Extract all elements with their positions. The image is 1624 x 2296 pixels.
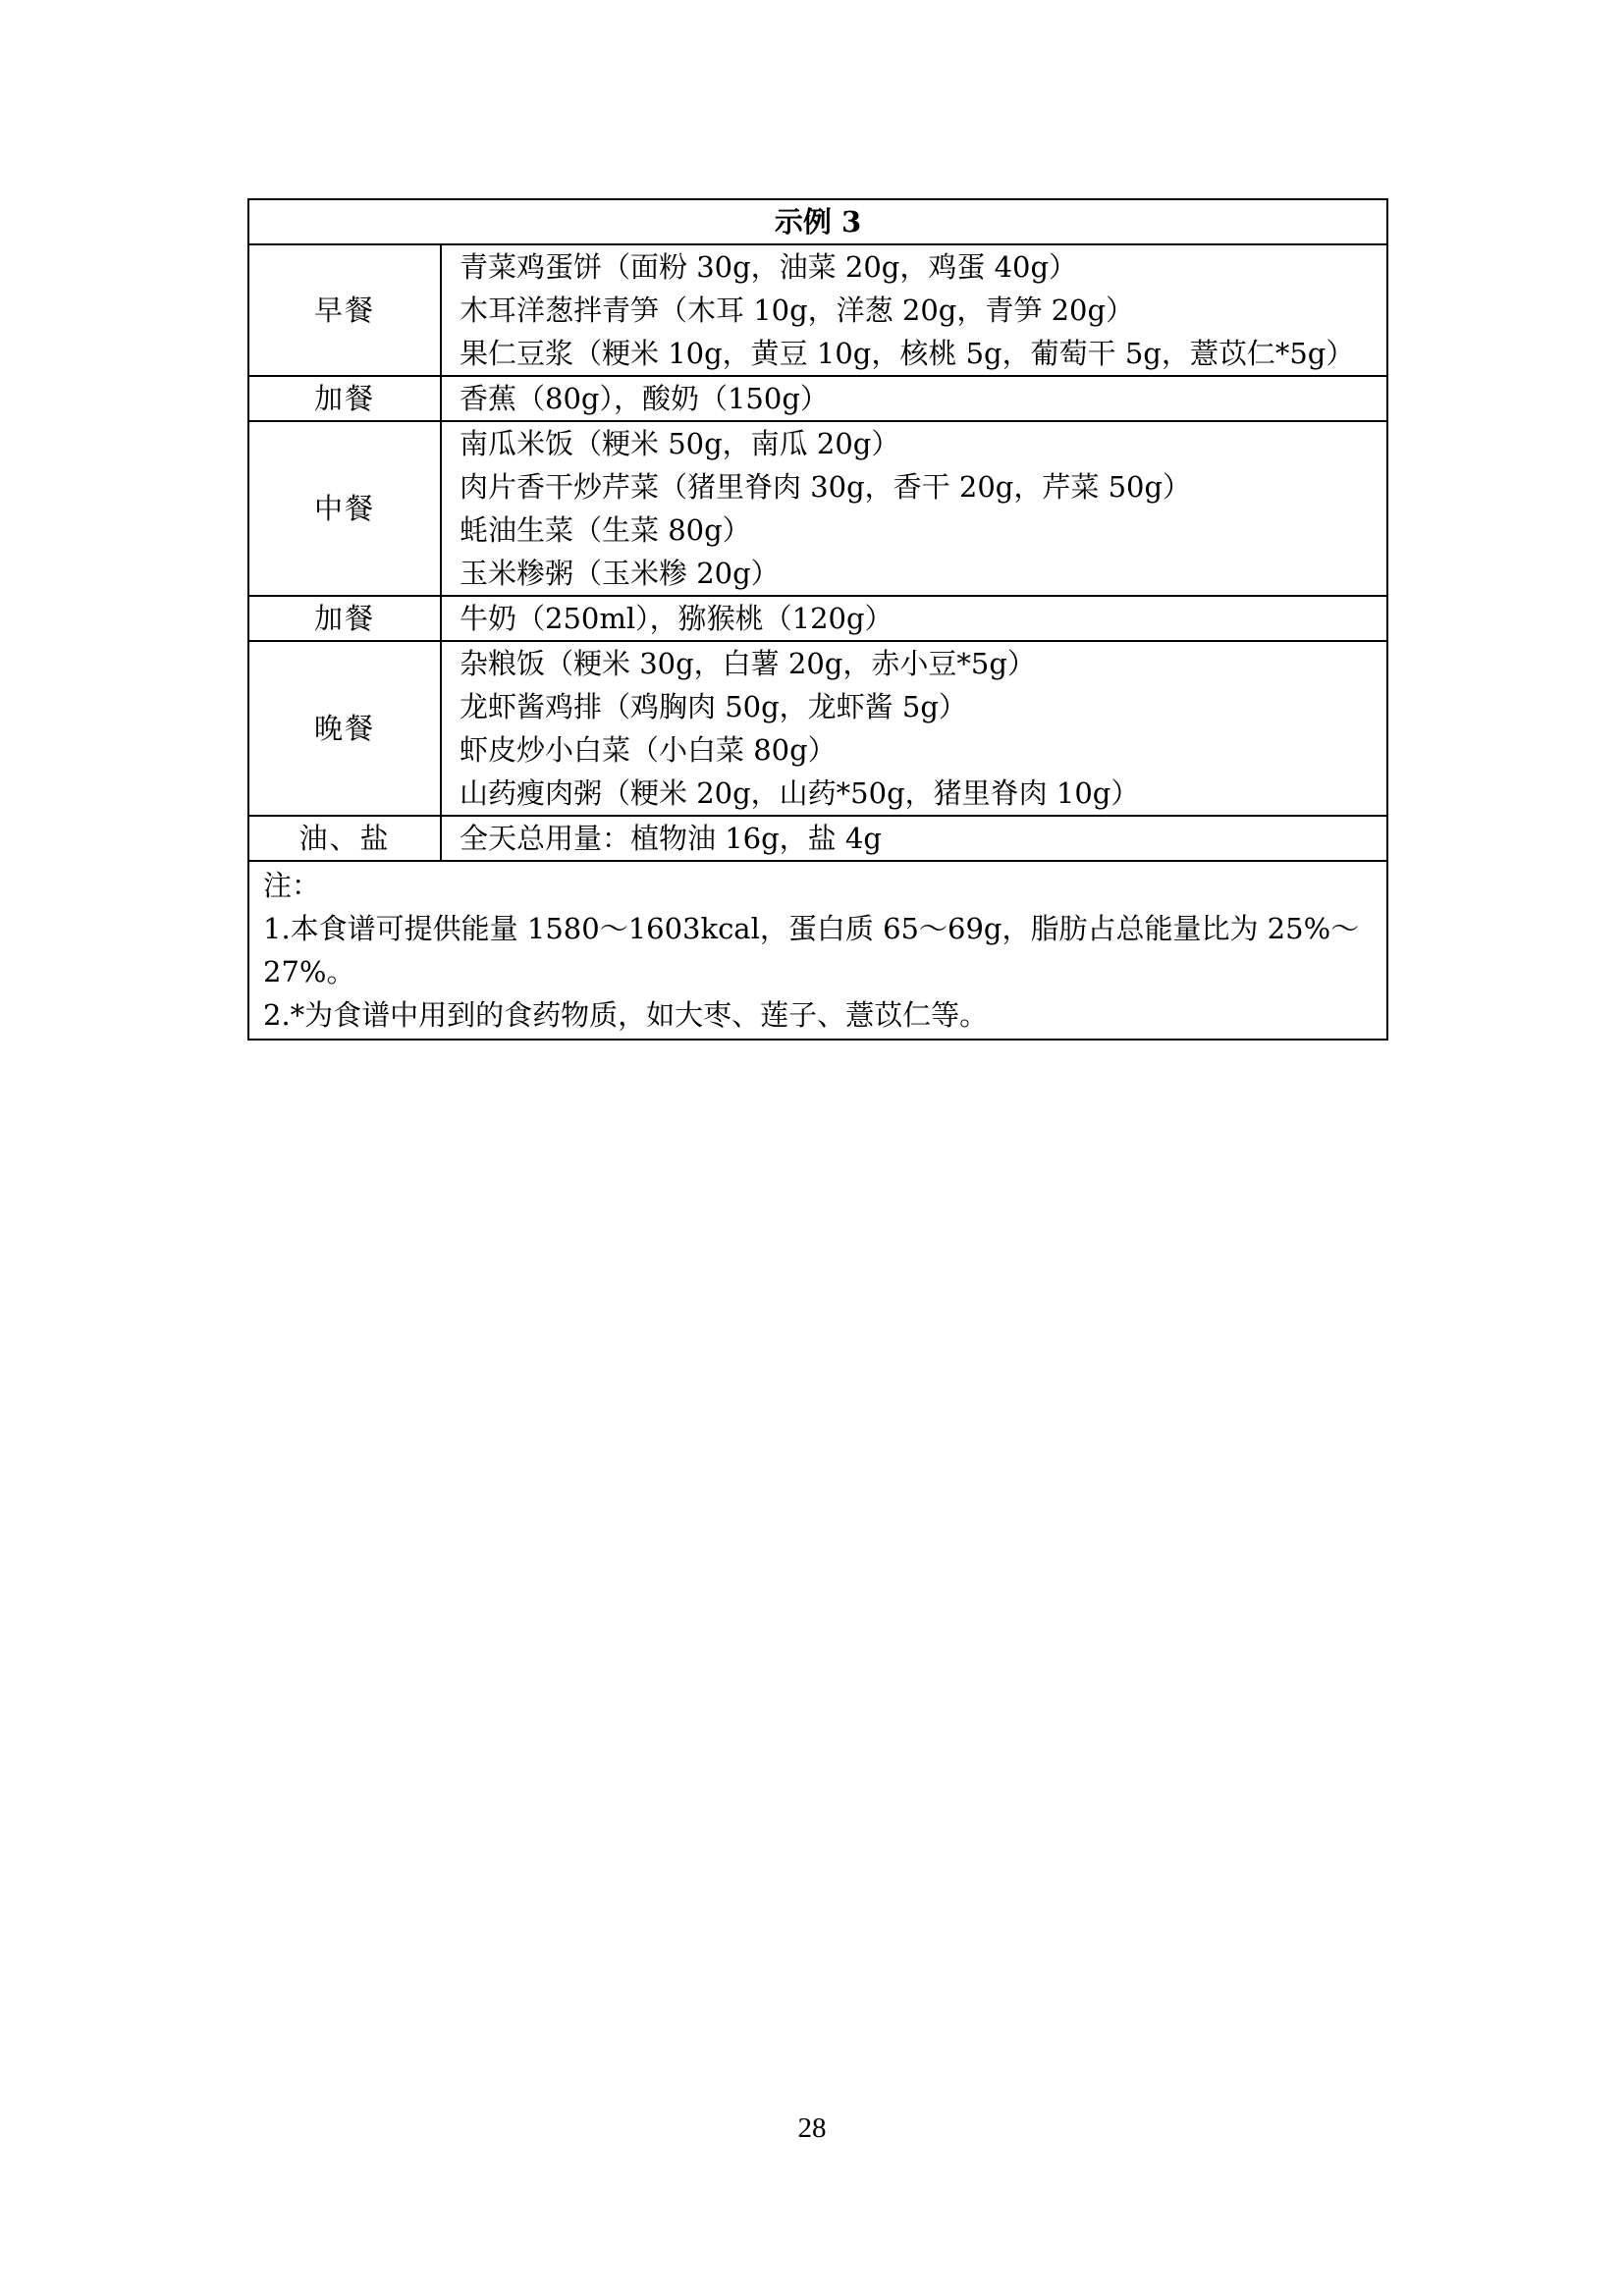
notes-heading: 注： xyxy=(263,869,321,902)
table-row xyxy=(248,244,1387,376)
food-item: 玉米糁粥（玉米糁 20g） xyxy=(460,557,780,590)
notes-cell xyxy=(248,861,1387,1040)
meal-name-snack-afternoon: 加餐 xyxy=(248,596,441,641)
note-energy: 1.本食谱可提供能量 1580～1603kcal，蛋白质 65～69g，脂肪占总能量比为 25%～27%。 xyxy=(263,912,1360,988)
meal-items-dinner xyxy=(441,641,1387,816)
meal-name-lunch: 中餐 xyxy=(248,421,441,596)
table-row xyxy=(248,376,1387,421)
table-row xyxy=(248,596,1387,641)
table-title-row xyxy=(248,199,1387,244)
food-item: 虾皮炒小白菜（小白菜 80g） xyxy=(460,733,837,767)
meal-name-dinner: 晚餐 xyxy=(248,641,441,816)
food-item: 果仁豆浆（粳米 10g，黄豆 10g，核桃 5g，葡萄干 5g，薏苡仁*5g） xyxy=(460,337,1355,370)
food-item: 南瓜米饭（粳米 50g，南瓜 20g） xyxy=(460,427,900,460)
meal-name-oil-salt: 油、盐 xyxy=(248,816,441,861)
meal-items-snack-morning xyxy=(441,376,1387,421)
notes-row xyxy=(248,861,1387,1040)
table-title: 示例 3 xyxy=(248,199,1387,244)
food-item: 香蕉（80g），酸奶（150g） xyxy=(460,382,829,415)
food-item: 木耳洋葱拌青笋（木耳 10g，洋葱 20g，青笋 20g） xyxy=(460,294,1135,327)
table-row xyxy=(248,641,1387,816)
meal-name-snack-morning: 加餐 xyxy=(248,376,441,421)
meal-items-breakfast xyxy=(441,244,1387,376)
page-number: 28 xyxy=(797,2112,827,2144)
table-row xyxy=(248,816,1387,861)
note-asterisk: 2.*为食谱中用到的食药物质，如大枣、莲子、薏苡仁等。 xyxy=(263,998,989,1032)
meal-items-snack-afternoon xyxy=(441,596,1387,641)
food-item: 牛奶（250ml），猕猴桃（120g） xyxy=(460,602,893,635)
table-row xyxy=(248,421,1387,596)
food-item: 杂粮饭（粳米 30g，白薯 20g，赤小豆*5g） xyxy=(460,647,1036,680)
food-item: 蚝油生菜（生菜 80g） xyxy=(460,513,751,547)
meal-items-lunch xyxy=(441,421,1387,596)
food-item: 青菜鸡蛋饼（面粉 30g，油菜 20g，鸡蛋 40g） xyxy=(460,250,1078,284)
food-item: 全天总用量：植物油 16g，盐 4g xyxy=(460,822,882,855)
meal-items-oil-salt xyxy=(441,816,1387,861)
food-item: 肉片香干炒芹菜（猪里脊肉 30g，香干 20g，芹菜 50g） xyxy=(460,470,1192,504)
food-item: 龙虾酱鸡排（鸡胸肉 50g，龙虾酱 5g） xyxy=(460,690,967,723)
meal-plan-table xyxy=(247,198,1388,1041)
meal-name-breakfast: 早餐 xyxy=(248,244,441,376)
food-item: 山药瘦肉粥（粳米 20g，山药*50g，猪里脊肉 10g） xyxy=(460,776,1140,810)
